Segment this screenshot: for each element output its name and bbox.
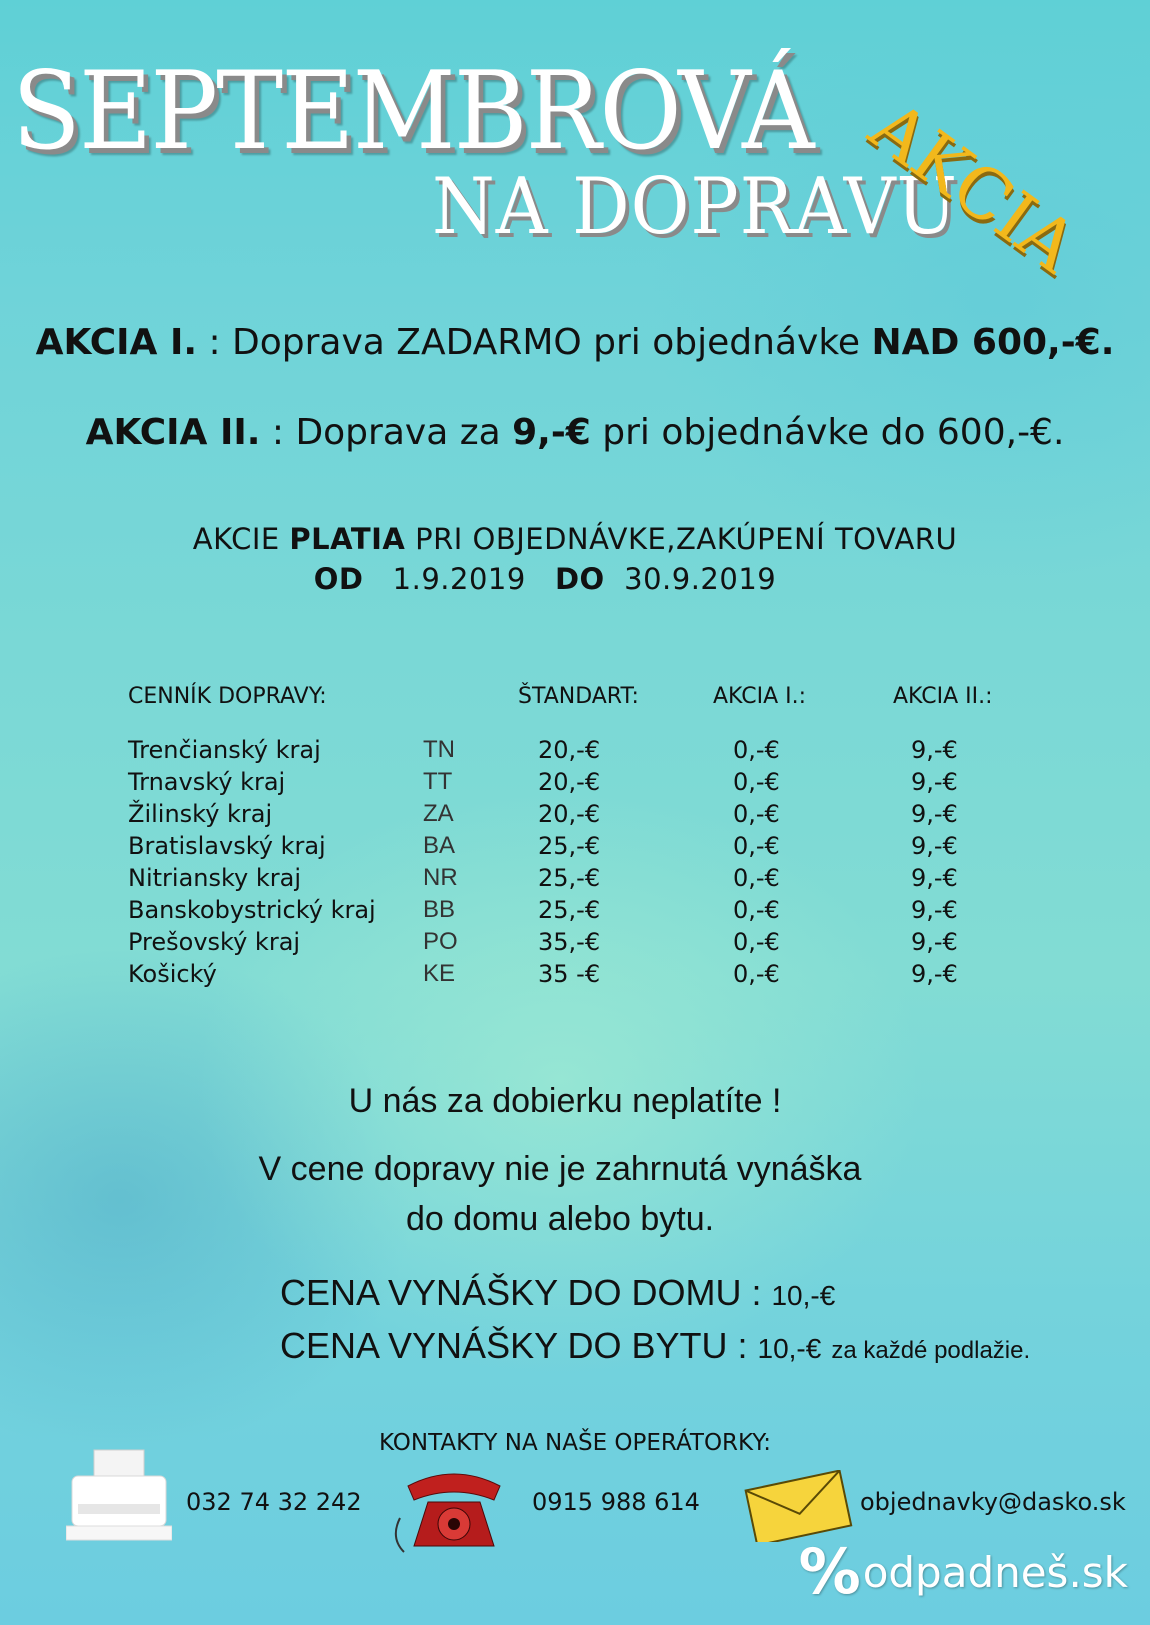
vynaska-bytu-label: CENA VYNÁŠKY DO BYTU :	[280, 1325, 748, 1366]
title-main: SEPTEMBROVÁ	[12, 49, 813, 174]
price-akcia-2: 9,-€	[911, 800, 958, 828]
fax-number[interactable]: 032 74 32 242	[186, 1488, 362, 1516]
price-akcia-1: 0,-€	[733, 960, 780, 988]
promo-akcia-1	[0, 322, 1150, 363]
vynaska-bytu-price: 10,-€	[757, 1333, 822, 1364]
title-akcia: AKCIA	[855, 85, 1092, 289]
price-akcia-1: 0,-€	[733, 928, 780, 956]
promo-bold: NAD 600,-€.	[871, 322, 1115, 363]
table-row	[128, 960, 1028, 992]
price-table	[128, 684, 1028, 992]
promo-text-after: pri objednávke do 600,-€.	[590, 412, 1065, 453]
promo-label: AKCIA I.	[35, 322, 198, 363]
region-name: Prešovský kraj	[128, 928, 301, 956]
region-name: Bratislavský kraj	[128, 832, 326, 860]
region-code: KE	[423, 960, 456, 987]
table-row	[128, 832, 1028, 864]
price-standart: 25,-€	[538, 832, 601, 860]
header-standart: ŠTANDART:	[518, 684, 639, 709]
price-standart: 25,-€	[538, 896, 601, 924]
vynaska-note-1: V cene dopravy nie je zahrnutá vynáška	[258, 1150, 862, 1188]
header-cennik: CENNÍK DOPRAVY:	[128, 684, 327, 709]
price-akcia-1: 0,-€	[733, 864, 780, 892]
dobierka-note: U nás za dobierku neplatíte !	[348, 1082, 782, 1120]
region-name: Košický	[128, 960, 217, 988]
watermark-symbol: %	[798, 1535, 861, 1608]
price-akcia-2: 9,-€	[911, 960, 958, 988]
price-akcia-1: 0,-€	[733, 768, 780, 796]
do-date: 30.9.2019	[624, 562, 777, 596]
od-label: OD	[313, 562, 364, 596]
table-header	[128, 684, 1028, 736]
table-row	[128, 864, 1028, 896]
vynaska-domu-price: 10,-€	[771, 1280, 836, 1311]
promo-label: AKCIA II.	[85, 412, 261, 453]
contacts-title: KONTAKTY NA NAŠE OPERÁTORKY:	[378, 1430, 772, 1456]
promo-text: : Doprava ZADARMO pri objednávke	[197, 322, 872, 363]
watermark-text: odpadneš.sk	[862, 1548, 1128, 1597]
table-row	[128, 736, 1028, 768]
price-akcia-2: 9,-€	[911, 896, 958, 924]
price-akcia-1: 0,-€	[733, 896, 780, 924]
vynaska-bytu	[280, 1325, 1030, 1367]
vynaska-domu-label: CENA VYNÁŠKY DO DOMU :	[280, 1272, 762, 1313]
title-sub: NA DOPRAVU	[432, 162, 958, 252]
region-code: TT	[423, 768, 453, 795]
price-akcia-2: 9,-€	[911, 928, 958, 956]
envelope-icon	[742, 1470, 854, 1542]
do-label: DO	[554, 562, 605, 596]
price-standart: 20,-€	[538, 800, 601, 828]
region-code: BB	[423, 896, 456, 923]
region-name: Žilinský kraj	[128, 800, 273, 828]
price-akcia-2: 9,-€	[911, 736, 958, 764]
price-standart: 35 -€	[538, 960, 601, 988]
price-akcia-2: 9,-€	[911, 864, 958, 892]
vynaska-note-2: do domu alebo bytu.	[405, 1200, 715, 1238]
price-akcia-2: 9,-€	[911, 832, 958, 860]
validity-post: PRI OBJEDNÁVKE,ZAKÚPENÍ TOVARU	[405, 522, 958, 556]
region-name: Trnavský kraj	[128, 768, 286, 796]
validity-bold: PLATIA	[289, 522, 406, 556]
promo-akcia-2	[0, 412, 1150, 453]
validity-pre: AKCIE	[192, 522, 290, 556]
table-row	[128, 928, 1028, 960]
telephone-icon	[394, 1468, 514, 1554]
region-name: Banskobystrický kraj	[128, 896, 376, 924]
price-standart: 20,-€	[538, 736, 601, 764]
region-code: TN	[423, 736, 455, 763]
price-akcia-1: 0,-€	[733, 736, 780, 764]
price-standart: 20,-€	[538, 768, 601, 796]
email-address[interactable]: objednavky@dasko.sk	[860, 1488, 1126, 1516]
price-standart: 35,-€	[538, 928, 601, 956]
region-code: NR	[423, 864, 458, 891]
fax-icon	[66, 1448, 172, 1544]
table-row	[128, 800, 1028, 832]
region-code: PO	[423, 928, 458, 955]
region-code: ZA	[423, 800, 454, 827]
watermark-logo	[799, 1535, 1128, 1608]
price-akcia-1: 0,-€	[733, 800, 780, 828]
promo-bold: 9,-€	[512, 412, 591, 453]
od-date: 1.9.2019	[392, 562, 526, 596]
vynaska-bytu-suffix: za každé podlažie.	[831, 1337, 1031, 1364]
table-row	[128, 768, 1028, 800]
price-akcia-2: 9,-€	[911, 768, 958, 796]
validity-dates	[0, 562, 1120, 596]
header-akcia-2: AKCIA II.:	[893, 684, 993, 709]
region-name: Nitriansky kraj	[128, 864, 302, 892]
promo-text: : Doprava za	[260, 412, 513, 453]
table-body	[128, 736, 1028, 992]
validity-line-1	[0, 522, 1150, 556]
vynaska-domu	[280, 1272, 835, 1314]
header-akcia-1: AKCIA I.:	[713, 684, 807, 709]
table-row	[128, 896, 1028, 928]
phone-number[interactable]: 0915 988 614	[532, 1488, 700, 1516]
price-akcia-1: 0,-€	[733, 832, 780, 860]
region-name: Trenčianský kraj	[128, 736, 321, 764]
price-standart: 25,-€	[538, 864, 601, 892]
region-code: BA	[423, 832, 456, 859]
